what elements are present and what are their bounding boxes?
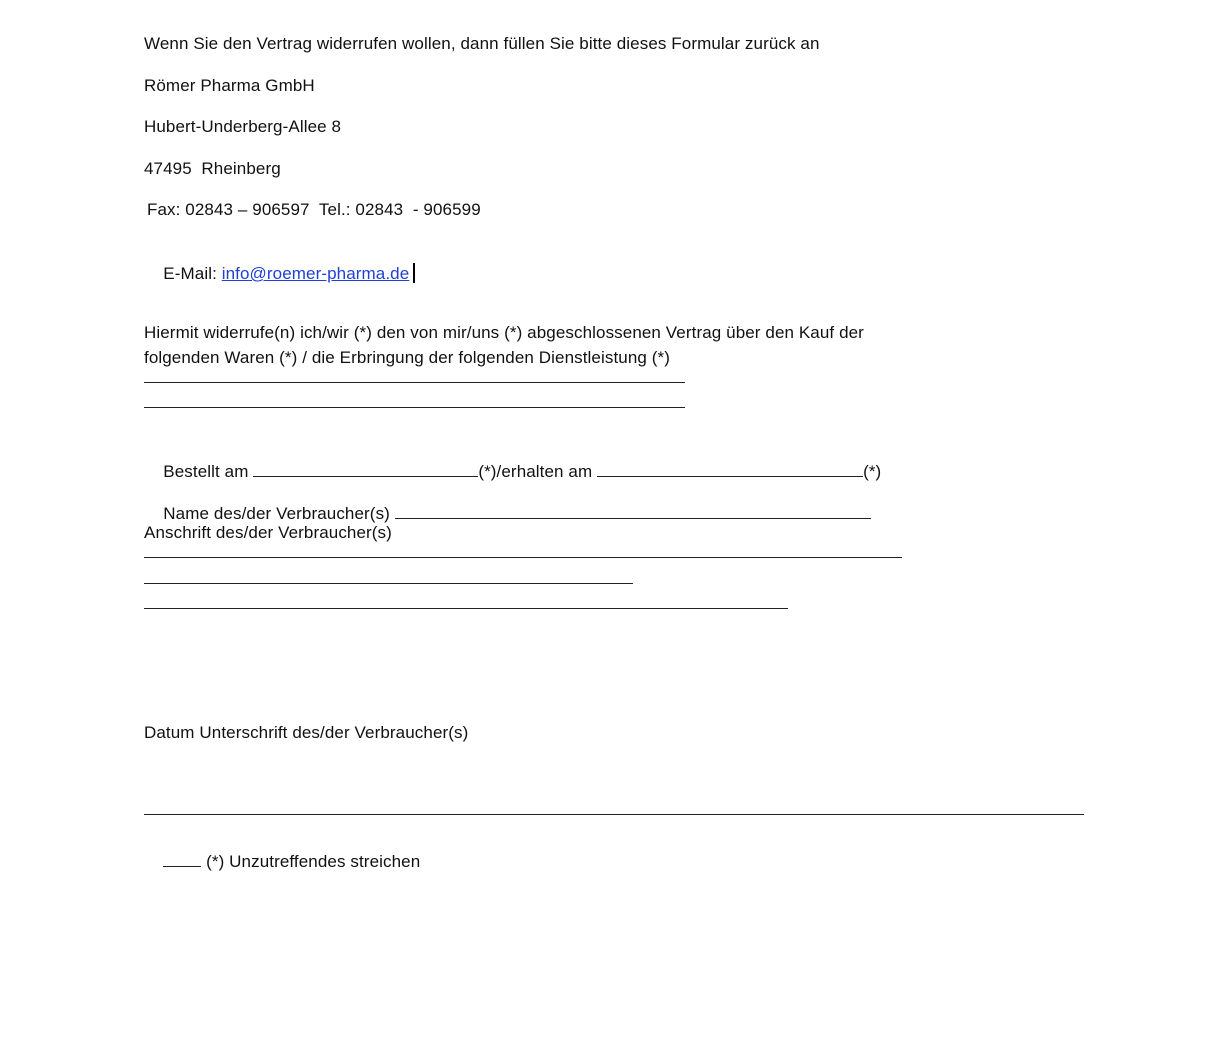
signature-label: Datum Unterschrift des/der Verbraucher(s)	[144, 723, 469, 742]
address-label: Anschrift des/der Verbraucher(s)	[144, 523, 392, 542]
city-address: 47495 Rheinberg	[144, 159, 281, 178]
street-address: Hubert-Underberg-Allee 8	[144, 117, 342, 136]
intro-text: Wenn Sie den Vertrag widerrufen wollen, dann füllen Sie bitte dieses Formular zurück an	[144, 34, 820, 53]
text-cursor	[413, 263, 415, 283]
received-label: (*)/erhalten am	[478, 462, 598, 481]
signature-blank-line[interactable]	[144, 814, 1084, 815]
withdrawal-text-line-1: Hiermit widerrufe(n) ich/wir (*) den von mir/uns (*) abgeschlossenen Vertrag über den Kauf der	[144, 323, 864, 342]
footnote-blank	[163, 852, 201, 867]
goods-blank-line-2[interactable]	[144, 407, 685, 408]
ordered-date-blank[interactable]	[253, 462, 478, 477]
address-blank-line-2[interactable]	[144, 583, 633, 584]
email-line	[144, 241, 415, 307]
address-blank-line-3[interactable]	[144, 608, 788, 609]
email-link[interactable]: info@roemer-pharma.de	[221, 264, 410, 283]
footnote-line	[144, 829, 420, 895]
name-label: Name des/der Verbraucher(s)	[163, 504, 395, 523]
ordered-label: Bestellt am	[163, 462, 254, 481]
company-name: Römer Pharma GmbH	[144, 76, 315, 95]
email-label: E-Mail:	[163, 264, 222, 283]
received-date-blank[interactable]	[597, 462, 863, 477]
footnote-text: (*) Unzutreffendes streichen	[201, 852, 421, 871]
withdrawal-text-line-2: folgenden Waren (*) / die Erbringung der folgenden Dienstleistung (*)	[144, 348, 671, 367]
address-blank-line-1[interactable]	[144, 557, 902, 558]
goods-blank-line-1[interactable]	[144, 382, 685, 383]
received-asterisk: (*)	[863, 462, 882, 481]
contact-numbers: Fax: 02843 – 906597 Tel.: 02843 - 906599	[147, 200, 481, 219]
name-blank[interactable]	[395, 504, 871, 519]
